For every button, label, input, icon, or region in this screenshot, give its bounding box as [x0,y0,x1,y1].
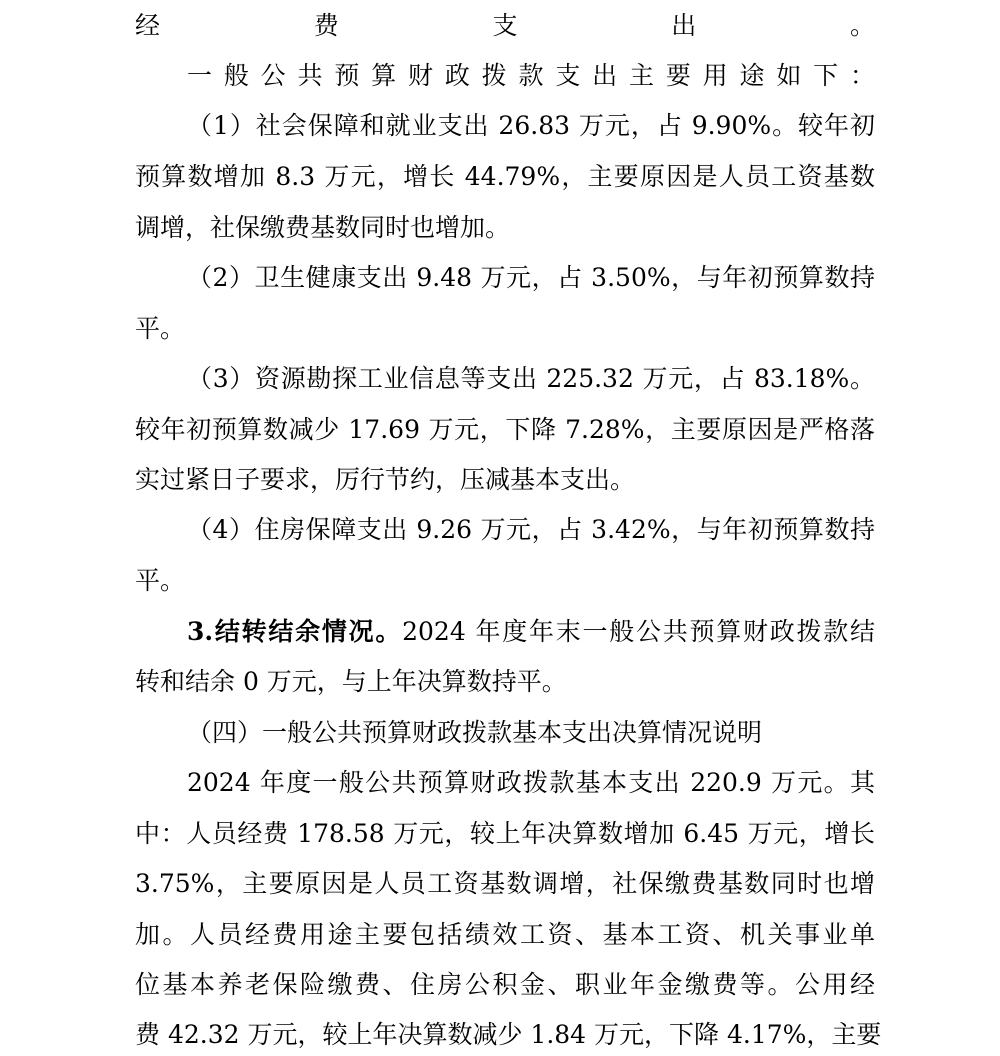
line-text: 中：人员经费 178.58 万元，较上年决算数增加 6.45 万元，增长 [135,819,875,848]
text-line [135,6,875,46]
line-text: （2）卫生健康支出 9.48 万元，占 3.50%，与年初预算数持 [187,263,875,292]
text-line [135,561,875,601]
line-text: （1）社会保障和就业支出 26.83 万元，占 9.90%。较年初 [187,111,875,140]
text-line [135,460,875,500]
text-line [135,965,875,1005]
text-line [187,56,875,96]
text-line [187,258,875,298]
text-line [187,106,875,146]
subsection-heading: （四）一般公共预算财政拨款基本支出决算情况说明 [187,718,763,747]
text-line [187,763,875,803]
text-line [135,662,875,702]
text-line [187,510,875,550]
text-line [135,208,875,248]
text-line [135,309,875,349]
line-text: （3）资源勘探工业信息等支出 225.32 万元，占 83.18%。 [187,364,875,393]
text-line [135,1015,882,1055]
line-text: 2024 年度年末一般公共预算财政拨款结 [402,617,875,646]
line-text: 加。人员经费用途主要包括绩效工资、基本工资、机关事业单 [135,920,875,949]
text-line [187,612,875,652]
text-line [135,814,875,854]
line-text: 经费支出。 [135,11,875,40]
line-text: 位基本养老保险缴费、住房公积金、职业年金缴费等。公用经 [135,970,875,999]
text-line [135,410,875,450]
line-text: 3.75%，主要原因是人员工资基数调增，社保缴费基数同时也增 [135,869,875,898]
line-text: （4）住房保障支出 9.26 万元，占 3.42%，与年初预算数持 [187,515,875,544]
section-heading: 3.结转结余情况。 [187,617,403,646]
line-text: 平。 [135,566,186,595]
text-line [187,359,875,399]
line-text: 较年初预算数减少 17.69 万元，下降 7.28%，主要原因是严格落 [135,415,875,444]
line-text: 实过紧日子要求，厉行节约，压减基本支出。 [135,465,636,494]
line-text: 平。 [135,314,186,343]
line-text: 预算数增加 8.3 万元，增长 44.79%，主要原因是人员工资基数 [135,162,875,191]
text-line [135,157,875,197]
text-line [135,864,875,904]
line-text: 2024 年度一般公共预算财政拨款基本支出 220.9 万元。其 [187,768,875,797]
line-text: 费 42.32 万元，较上年决算数减少 1.84 万元，下降 4.17%，主要 [135,1020,882,1049]
text-line [135,915,875,955]
text-line [187,713,875,753]
line-text: 调增，社保缴费基数同时也增加。 [135,213,511,242]
line-text: 一般公共预算财政拨款支出主要用途如下： [187,61,875,90]
line-text: 转和结余 0 万元，与上年决算数持平。 [135,667,567,696]
